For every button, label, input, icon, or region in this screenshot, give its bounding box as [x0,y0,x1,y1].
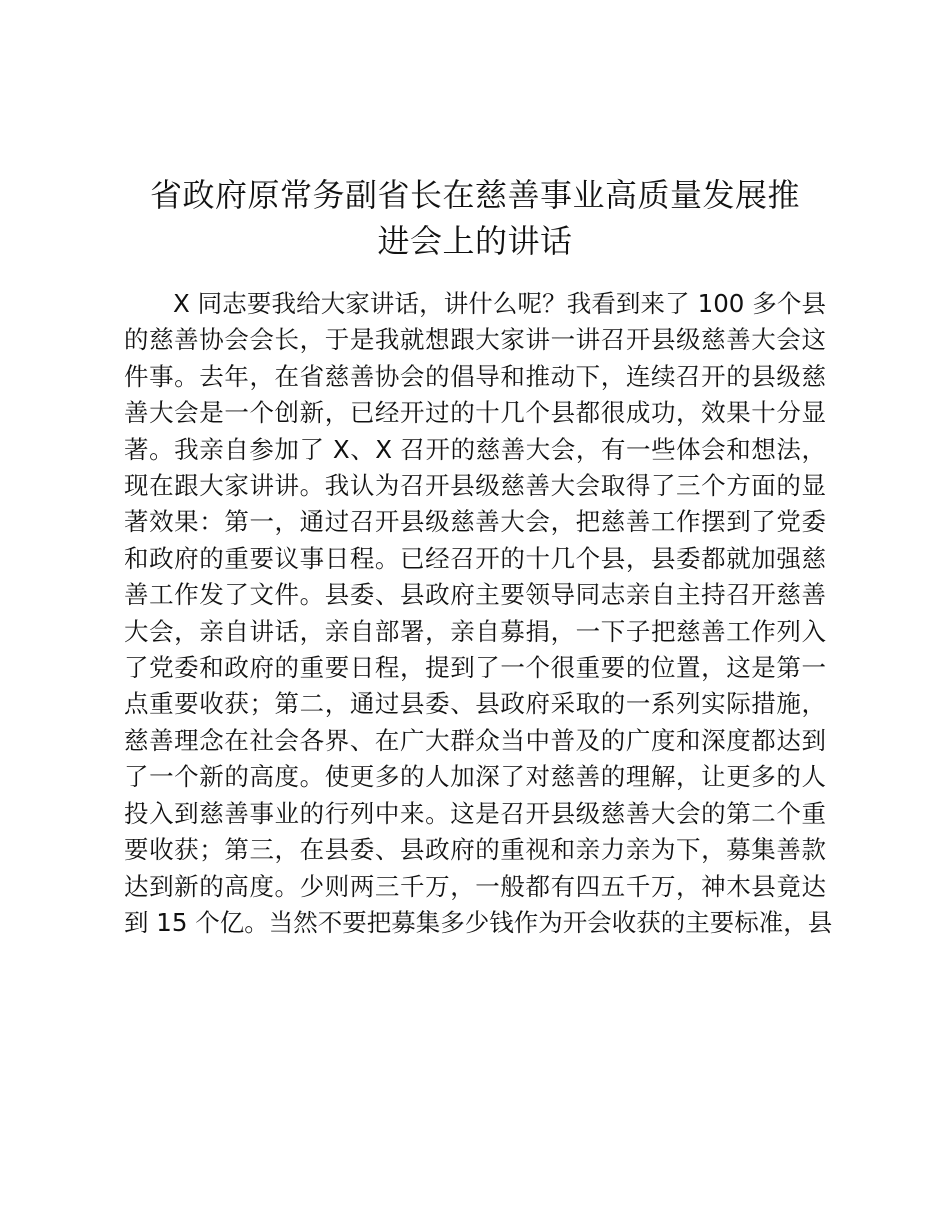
body-paragraph [124,286,833,941]
body-line: 件事。去年，在省慈善协会的倡导和推动下，连续召开的县级慈 [124,361,826,391]
body-line: 现在跟大家讲讲。我认为召开县级慈善大会取得了三个方面的显 [124,471,826,501]
body-line: 要收获；第三，在县委、县政府的重视和亲力亲为下，募集善款 [124,835,826,865]
body-line: 著效果：第一，通过召开县级慈善大会，把慈善工作摆到了党委 [124,507,826,537]
body-line: 著。我亲自参加了 X、X 召开的慈善大会，有一些体会和想法， [124,434,826,464]
body-line: 到 15 个亿。当然不要把募集多少钱作为开会收获的主要标准，县 [124,907,833,937]
title-line: 进会上的讲话 [377,222,573,260]
body-line: 了党委和政府的重要日程，提到了一个很重要的位置，这是第一 [124,653,826,683]
body-line: 善工作发了文件。县委、县政府主要领导同志亲自主持召开慈善 [124,580,826,610]
body-line: 点重要收获；第二，通过县委、县政府采取的一系列实际措施， [124,689,826,719]
body-line: 投入到慈善事业的行列中来。这是召开县级慈善大会的第二个重 [124,798,826,828]
body-line: 大会，亲自讲话，亲自部署，亲自募捐，一下子把慈善工作列入 [124,616,826,646]
body-line: 善大会是一个创新，已经开过的十几个县都很成功，效果十分显 [124,398,826,428]
body-line: X 同志要我给大家讲话，讲什么呢？我看到来了 100 多个县 [173,289,826,318]
body-line: 的慈善协会会长，于是我就想跟大家讲一讲召开县级慈善大会这 [124,325,826,355]
title-line: 省政府原常务副省长在慈善事业高质量发展推 [149,176,800,214]
body-line: 了一个新的高度。使更多的人加深了对慈善的理解，让更多的人 [124,762,826,792]
document-title [124,172,826,264]
body-line: 慈善理念在社会各界、在广大群众当中普及的广度和深度都达到 [124,725,826,755]
body-line: 和政府的重要议事日程。已经召开的十几个县，县委都就加强慈 [124,543,826,573]
body-line: 达到新的高度。少则两三千万，一般都有四五千万，神木县竟达 [124,871,826,901]
